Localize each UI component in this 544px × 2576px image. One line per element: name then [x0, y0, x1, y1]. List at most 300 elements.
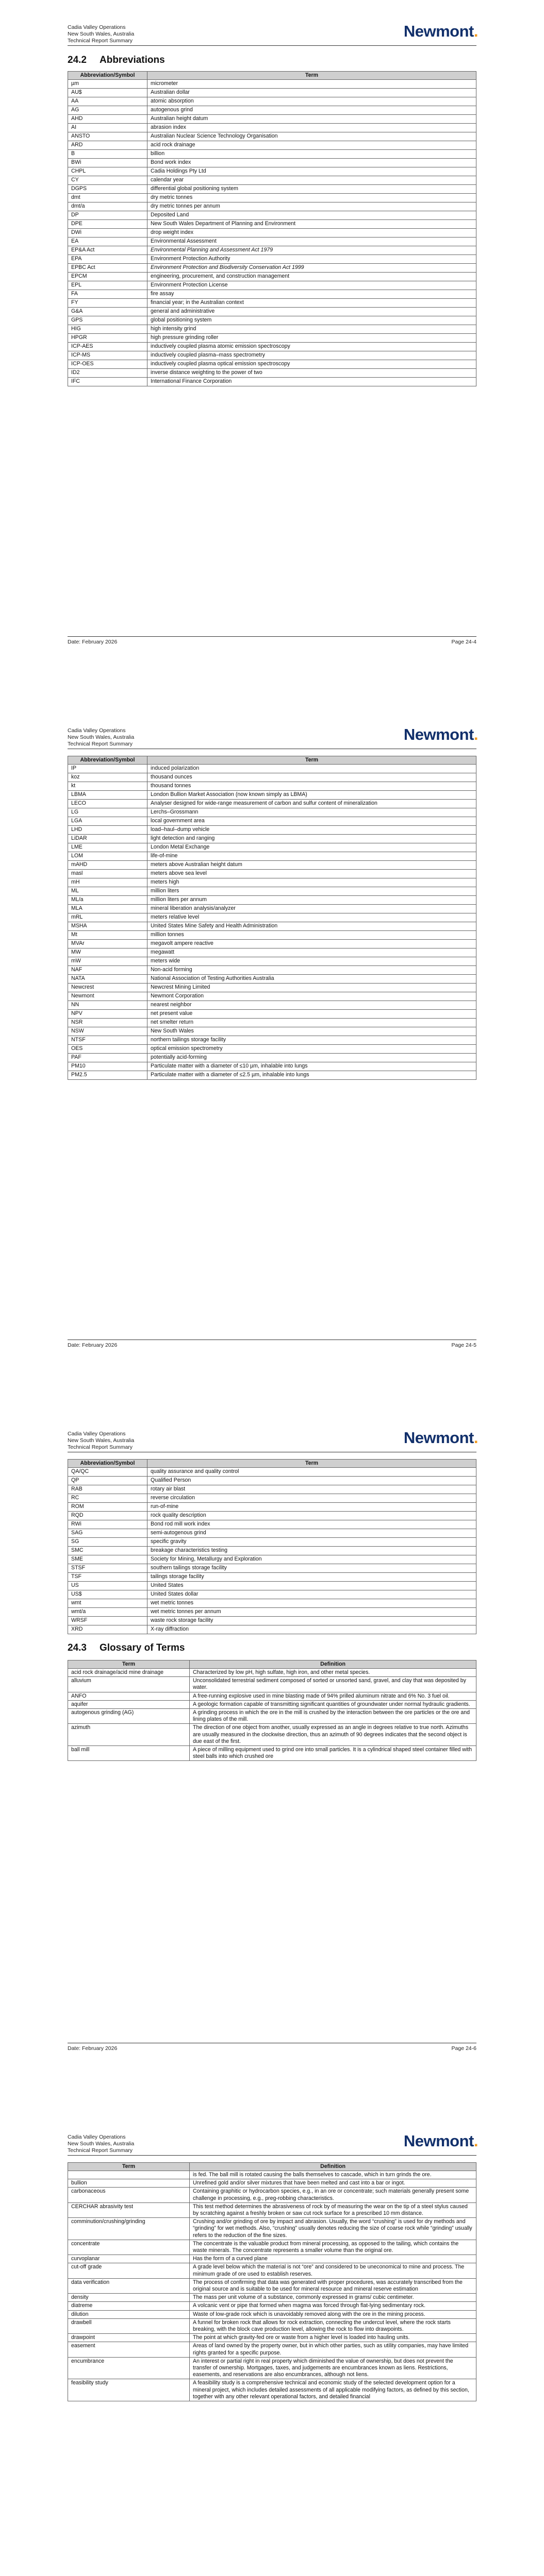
table-row	[68, 2379, 476, 2401]
header-line: Technical Report Summary	[68, 2147, 133, 2154]
table-row	[68, 290, 476, 299]
column-header: Term	[147, 756, 476, 765]
table-row	[68, 202, 476, 211]
term-cell: LHD	[68, 826, 147, 835]
page-24-7	[0, 2110, 544, 2576]
newmont-logo	[404, 726, 478, 743]
table-row	[68, 132, 476, 141]
term-cell: HPGR	[68, 334, 147, 343]
term-cell: diatreme	[68, 2302, 190, 2310]
table-row	[68, 2202, 476, 2217]
term-cell: DWi	[68, 229, 147, 238]
term-cell: LME	[68, 843, 147, 852]
definition-cell: megavolt ampere reactive	[147, 940, 476, 948]
definition-cell: thousand ounces	[147, 773, 476, 782]
term-cell: PM10	[68, 1062, 147, 1071]
table-row	[68, 1608, 476, 1617]
term-cell: ANSTO	[68, 132, 147, 141]
definition-cell: Areas of land owned by the property owner, but in which other parties, such as utility companies, may have limited rights granted for a specific purpose.	[190, 2342, 476, 2357]
column-header: Term	[68, 1660, 190, 1669]
table-row	[68, 167, 476, 176]
definition-cell: breakage characteristics testing	[147, 1547, 476, 1555]
term-cell: mH	[68, 878, 147, 887]
table-row	[68, 861, 476, 870]
definition-cell: Australian height datum	[147, 115, 476, 124]
term-cell: NSW	[68, 1027, 147, 1036]
term-cell: CHPL	[68, 167, 147, 176]
table-row	[68, 765, 476, 773]
table-row	[68, 2318, 476, 2333]
table-row	[68, 1010, 476, 1019]
term-cell: mW	[68, 957, 147, 966]
definition-cell: Non-acid forming	[147, 966, 476, 975]
table-row	[68, 1027, 476, 1036]
table-row	[68, 2171, 476, 2179]
definition-cell: dry metric tonnes	[147, 194, 476, 202]
section-heading	[68, 1642, 185, 1654]
definition-cell: dry metric tonnes per annum	[147, 202, 476, 211]
term-cell: ID2	[68, 369, 147, 378]
term-cell: ARD	[68, 141, 147, 150]
definition-cell: Waste of low-grade rock which is unavoidably removed along with the ore in the mining process.	[190, 2310, 476, 2318]
term-cell: QA/QC	[68, 1468, 147, 1477]
definition-cell: semi-autogenous grind	[147, 1529, 476, 1538]
definition-cell: An interest or partial right in real property which diminished the value of ownership, but does not prevent the transfer of ownership. Mortgages, taxes, and judgements are encumbrances known as liens. Restrictions, easements, and reservations are also encumbrances, although not liens.	[190, 2357, 476, 2379]
section-title: Glossary of Terms	[100, 1642, 185, 1653]
table-row	[68, 246, 476, 255]
definition-cell: A feasibility study is a comprehensive technical and economic study of the selected development option for a mineral project, which includes detailed assessments of all applicable modifying factors, as defined by this section, together with any other relevant operational factors, and detailed financial	[190, 2379, 476, 2401]
table-header-row	[68, 1660, 476, 1669]
table-row	[68, 1529, 476, 1538]
glossary-table	[68, 2162, 476, 2401]
term-cell: STSF	[68, 1564, 147, 1573]
term-cell: DP	[68, 211, 147, 220]
definition-cell: engineering, procurement, and construction management	[147, 273, 476, 281]
table-row	[68, 1538, 476, 1547]
table-row	[68, 1724, 476, 1746]
definition-cell: million liters per annum	[147, 896, 476, 905]
table-row	[68, 913, 476, 922]
term-cell: G&A	[68, 308, 147, 316]
section-number: 24.3	[68, 1642, 87, 1653]
term-cell: Newcrest	[68, 984, 147, 992]
definition-cell: life-of-mine	[147, 852, 476, 861]
term-cell: MW	[68, 948, 147, 957]
logo-dot: .	[473, 1429, 478, 1447]
header-line: Cadia Valley Operations	[68, 24, 126, 30]
header-line: New South Wales, Australia	[68, 734, 135, 740]
table-row	[68, 1582, 476, 1590]
term-cell: EPCM	[68, 273, 147, 281]
definition-cell: reverse circulation	[147, 1494, 476, 1503]
logo-dot: .	[473, 2132, 478, 2150]
term-cell: CY	[68, 176, 147, 185]
term-cell: LBMA	[68, 791, 147, 800]
table-row	[68, 308, 476, 316]
definition-cell: wet metric tonnes per annum	[147, 1608, 476, 1617]
definition-cell: acid rock drainage	[147, 141, 476, 150]
table-row	[68, 1669, 476, 1677]
definition-cell: rotary air blast	[147, 1485, 476, 1494]
definition-cell: Bond rod mill work index	[147, 1520, 476, 1529]
header-line: New South Wales, Australia	[68, 31, 135, 37]
term-cell: EA	[68, 238, 147, 246]
term-cell: IFC	[68, 378, 147, 386]
abbreviations-table	[68, 1459, 476, 1634]
term-cell: RQD	[68, 1512, 147, 1520]
term-cell: US$	[68, 1590, 147, 1599]
definition-cell: meters relative level	[147, 913, 476, 922]
definition-cell: micrometer	[147, 80, 476, 89]
definition-cell: inductively coupled plasma optical emission spectroscopy	[147, 360, 476, 369]
table-row	[68, 817, 476, 826]
table-row	[68, 1062, 476, 1071]
term-cell: SMC	[68, 1547, 147, 1555]
term-cell: B	[68, 150, 147, 159]
definition-cell: Analyser designed for wide-range measurement of carbon and sulfur content of mineralization	[147, 800, 476, 808]
column-header: Term	[68, 2163, 190, 2171]
definition-cell: Characterized by low pH, high sulfate, high iron, and other metal species.	[190, 1669, 476, 1677]
table-row	[68, 1054, 476, 1062]
table-row	[68, 229, 476, 238]
table-row	[68, 334, 476, 343]
table-row	[68, 1001, 476, 1010]
term-cell: dmt/a	[68, 202, 147, 211]
page-number: Page 24-5	[451, 1342, 476, 1348]
term-cell: OES	[68, 1045, 147, 1054]
header-line: Technical Report Summary	[68, 1444, 133, 1450]
definition-cell: A funnel for broken rock that allows for rock extraction, connecting the undercut level, where the rock starts breaking, with the block cave production level, allowing the rock to flow into drawpoints.	[190, 2318, 476, 2333]
definition-cell: million tonnes	[147, 931, 476, 940]
table-row	[68, 835, 476, 843]
definition-cell: megawatt	[147, 948, 476, 957]
newmont-logo	[404, 2132, 478, 2150]
table-row	[68, 360, 476, 369]
term-cell: ICP-MS	[68, 351, 147, 360]
term-cell: NSR	[68, 1019, 147, 1027]
definition-cell: inductively coupled plasma atomic emission spectroscopy	[147, 343, 476, 351]
definition-cell: specific gravity	[147, 1538, 476, 1547]
footer-date: Date: February 2026	[68, 1342, 118, 1348]
definition-cell: southern tailings storage facility	[147, 1564, 476, 1573]
term-cell: PAF	[68, 1054, 147, 1062]
definition-cell: Has the form of a curved plane	[190, 2255, 476, 2263]
term-cell: FY	[68, 299, 147, 308]
term-cell: NAF	[68, 966, 147, 975]
table-row	[68, 931, 476, 940]
term-cell: curvoplanar	[68, 2255, 190, 2263]
definition-cell: A grinding process in which the ore in the mill is crushed by the interaction between the ore particles or the ore and lining plates of the mill.	[190, 1709, 476, 1724]
table-row	[68, 2278, 476, 2293]
definition-cell: This test method determines the abrasiveness of rock by of measuring the wear on the tip of a steel stylus caused by scratching against a freshly broken or saw cut rock surface for a prescribed 10 mm distance.	[190, 2202, 476, 2217]
table-row	[68, 1617, 476, 1625]
term-cell: Mt	[68, 931, 147, 940]
table-row	[68, 1045, 476, 1054]
section-heading	[68, 55, 165, 66]
table-row	[68, 2240, 476, 2255]
logo-dot: .	[473, 725, 478, 743]
definition-cell: thousand tonnes	[147, 782, 476, 791]
term-cell: ML	[68, 887, 147, 896]
definition-cell: Lerchs–Grossmann	[147, 808, 476, 817]
table-row	[68, 2294, 476, 2302]
term-cell: NN	[68, 1001, 147, 1010]
column-header: Abbreviation/Symbol	[68, 72, 147, 80]
term-cell: bullion	[68, 2179, 190, 2188]
definition-cell: The direction of one object from another, usually expressed as an angle in degrees relative to true north. Azimuths are usually measured in the clockwise direction, thus an azimuth of 90 degrees indicates that the second object is due east of the first.	[190, 1724, 476, 1746]
definition-cell: calendar year	[147, 176, 476, 185]
table-row	[68, 378, 476, 386]
term-cell: carbonaceous	[68, 2188, 190, 2202]
definition-cell: mineral liberation analysis/analyzer	[147, 905, 476, 913]
definition-cell: Unconsolidated terrestrial sediment composed of sorted or unsorted sand, gravel, and clay that was deposited by water.	[190, 1677, 476, 1692]
definition-cell: Newmont Corporation	[147, 992, 476, 1001]
footer-rule	[68, 636, 476, 637]
term-cell: ICP-AES	[68, 343, 147, 351]
term-cell: LECO	[68, 800, 147, 808]
definition-cell: induced polarization	[147, 765, 476, 773]
term-cell: µm	[68, 80, 147, 89]
definition-cell: global positioning system	[147, 316, 476, 325]
table-row	[68, 852, 476, 861]
header-line: New South Wales, Australia	[68, 2141, 135, 2147]
definition-cell: billion	[147, 150, 476, 159]
definition-cell: Unrefined gold and/or silver mixtures that have been melted and cast into a bar or ingot.	[190, 2179, 476, 2188]
definition-cell: New South Wales Department of Planning and Environment	[147, 220, 476, 229]
table-row	[68, 1503, 476, 1512]
table-row	[68, 150, 476, 159]
term-cell: EPBC Act	[68, 264, 147, 273]
term-cell: EPL	[68, 281, 147, 290]
term-cell: IP	[68, 765, 147, 773]
term-cell: mAHD	[68, 861, 147, 870]
definition-cell: run-of-mine	[147, 1503, 476, 1512]
table-row	[68, 1019, 476, 1027]
definition-cell: United States dollar	[147, 1590, 476, 1599]
term-cell: US	[68, 1582, 147, 1590]
definition-cell: Environmental Planning and Assessment Act 1979	[147, 246, 476, 255]
page-header	[68, 1431, 134, 1451]
term-cell: DGPS	[68, 185, 147, 194]
table-row	[68, 870, 476, 878]
term-cell: autogenous grinding (AG)	[68, 1709, 190, 1724]
definition-cell: optical emission spectrometry	[147, 1045, 476, 1054]
footer-date: Date: February 2026	[68, 2045, 118, 2052]
table-row	[68, 2357, 476, 2379]
definition-cell: New South Wales	[147, 1027, 476, 1036]
table-row	[68, 106, 476, 115]
term-cell: dmt	[68, 194, 147, 202]
definition-cell: atomic absorption	[147, 97, 476, 106]
table-row	[68, 351, 476, 360]
definition-cell: Deposited Land	[147, 211, 476, 220]
column-header: Abbreviation/Symbol	[68, 1460, 147, 1468]
definition-cell: meters above Australian height datum	[147, 861, 476, 870]
term-cell: PM2.5	[68, 1071, 147, 1080]
table-row	[68, 1692, 476, 1700]
definition-cell: A volcanic vent or pipe that formed when magma was forced through flat-lying sedimentary rock.	[190, 2302, 476, 2310]
term-cell: mRL	[68, 913, 147, 922]
definition-cell: potentially acid-forming	[147, 1054, 476, 1062]
term-cell: LiDAR	[68, 835, 147, 843]
table-row	[68, 1564, 476, 1573]
table-row	[68, 1071, 476, 1080]
term-cell: GPS	[68, 316, 147, 325]
term-cell: drawpoint	[68, 2334, 190, 2342]
term-cell: AG	[68, 106, 147, 115]
definition-cell: high pressure grinding roller	[147, 334, 476, 343]
definition-cell: Particulate matter with a diameter of ≤10 µm, inhalable into lungs	[147, 1062, 476, 1071]
definition-cell: northern tailings storage facility	[147, 1036, 476, 1045]
term-cell: AA	[68, 97, 147, 106]
term-cell: aquifer	[68, 1700, 190, 1708]
header-line: Cadia Valley Operations	[68, 2134, 126, 2140]
logo-dot: .	[473, 22, 478, 40]
term-cell: ball mill	[68, 1746, 190, 1761]
table-row	[68, 2263, 476, 2278]
term-cell: RAB	[68, 1485, 147, 1494]
table-header-row	[68, 72, 476, 80]
table-row	[68, 2255, 476, 2263]
definition-cell: meters wide	[147, 957, 476, 966]
definition-cell: autogenous grind	[147, 106, 476, 115]
section-title: Abbreviations	[100, 55, 165, 65]
term-cell: MSHA	[68, 922, 147, 931]
definition-cell: X-ray diffraction	[147, 1625, 476, 1634]
header-line: Technical Report Summary	[68, 38, 133, 44]
definition-cell: London Bullion Market Association (now known simply as LBMA)	[147, 791, 476, 800]
header-rule	[68, 45, 476, 46]
term-cell: EP&A Act	[68, 246, 147, 255]
table-row	[68, 325, 476, 334]
table-row	[68, 176, 476, 185]
table-row	[68, 124, 476, 132]
table-row	[68, 1512, 476, 1520]
table-row	[68, 992, 476, 1001]
table-row	[68, 1625, 476, 1634]
term-cell: CERCHAR abrasivity test	[68, 2202, 190, 2217]
term-cell: TSF	[68, 1573, 147, 1582]
definition-cell: Environment Protection and Biodiversity Conservation Act 1999	[147, 264, 476, 273]
definition-cell: Cadia Holdings Pty Ltd	[147, 167, 476, 176]
table-row	[68, 255, 476, 264]
definition-cell: light detection and ranging	[147, 835, 476, 843]
definition-cell: financial year; in the Australian context	[147, 299, 476, 308]
definition-cell: Containing graphitic or hydrocarbon species, e.g., in an ore or concentrate; such materials generally present some challenge in processing, e.g., preg-robbing characteristics.	[190, 2188, 476, 2202]
definition-cell: drop weight index	[147, 229, 476, 238]
table-row	[68, 369, 476, 378]
table-row	[68, 1494, 476, 1503]
term-cell: drawbell	[68, 2318, 190, 2333]
table-row	[68, 273, 476, 281]
definition-cell: Qualified Person	[147, 1477, 476, 1485]
term-cell: NTSF	[68, 1036, 147, 1045]
definition-cell: Environment Protection License	[147, 281, 476, 290]
definition-cell: Particulate matter with a diameter of ≤2.5 µm, inhalable into lungs	[147, 1071, 476, 1080]
table-row	[68, 878, 476, 887]
term-cell: cut-off grade	[68, 2263, 190, 2278]
definition-cell: The concentrate is the valuable product from mineral processing, as opposed to the tailing, which contains the waste minerals. The concentrate represents a smaller volume than the original ore.	[190, 2240, 476, 2255]
page-header	[68, 727, 134, 748]
table-row	[68, 1599, 476, 1608]
table-row	[68, 343, 476, 351]
definition-cell: net present value	[147, 1010, 476, 1019]
definition-cell: Environmental Assessment	[147, 238, 476, 246]
table-row	[68, 194, 476, 202]
term-cell: SG	[68, 1538, 147, 1547]
definition-cell: Society for Mining, Metallurgy and Exploration	[147, 1555, 476, 1564]
term-cell: comminution/crushing/grinding	[68, 2218, 190, 2240]
table-row	[68, 957, 476, 966]
definition-cell: fire assay	[147, 290, 476, 299]
definition-cell: quality assurance and quality control	[147, 1468, 476, 1477]
column-header: Definition	[190, 2163, 476, 2171]
table-row	[68, 299, 476, 308]
definition-cell: abrasion index	[147, 124, 476, 132]
column-header: Term	[147, 72, 476, 80]
term-cell: NATA	[68, 975, 147, 984]
definition-cell: is fed. The ball mill is rotated causing the balls themselves to cascade, which in turn grinds the ore.	[190, 2171, 476, 2179]
table-row	[68, 905, 476, 913]
table-row	[68, 1677, 476, 1692]
table-row	[68, 80, 476, 89]
term-cell: ANFO	[68, 1692, 190, 1700]
definition-cell: inverse distance weighting to the power of two	[147, 369, 476, 378]
table-row	[68, 2179, 476, 2188]
definition-cell: The mass per unit volume of a substance, commonly expressed in grams/ cubic centimeter.	[190, 2294, 476, 2302]
term-cell: density	[68, 2294, 190, 2302]
definition-cell: Bond work index	[147, 159, 476, 167]
table-row	[68, 975, 476, 984]
term-cell: BWi	[68, 159, 147, 167]
definition-cell: wet metric tonnes	[147, 1599, 476, 1608]
table-row	[68, 281, 476, 290]
table-row	[68, 97, 476, 106]
table-row	[68, 896, 476, 905]
term-cell: XRD	[68, 1625, 147, 1634]
column-header: Definition	[190, 1660, 476, 1669]
page-number: Page 24-4	[451, 639, 476, 645]
term-cell: easement	[68, 2342, 190, 2357]
term-cell: QP	[68, 1477, 147, 1485]
definition-cell: million liters	[147, 887, 476, 896]
table-row	[68, 211, 476, 220]
page-number: Page 24-6	[451, 2045, 476, 2052]
table-row	[68, 159, 476, 167]
table-row	[68, 2334, 476, 2342]
table-row	[68, 966, 476, 975]
term-cell: EPA	[68, 255, 147, 264]
table-header-row	[68, 2163, 476, 2171]
term-cell: AU$	[68, 89, 147, 97]
page-header	[68, 24, 134, 44]
term-cell: feasibility study	[68, 2379, 190, 2401]
table-row	[68, 1555, 476, 1564]
table-row	[68, 238, 476, 246]
table-row	[68, 1590, 476, 1599]
term-cell: wmt/a	[68, 1608, 147, 1617]
definition-cell: Australian Nuclear Science Technology Organisation	[147, 132, 476, 141]
page-header	[68, 2134, 134, 2154]
term-cell: LGA	[68, 817, 147, 826]
definition-cell: waste rock storage facility	[147, 1617, 476, 1625]
definition-cell: United States Mine Safety and Health Administration	[147, 922, 476, 931]
term-cell: azimuth	[68, 1724, 190, 1746]
table-row	[68, 141, 476, 150]
table-row	[68, 1573, 476, 1582]
definition-cell: nearest neighbor	[147, 1001, 476, 1010]
header-rule	[68, 2155, 476, 2156]
